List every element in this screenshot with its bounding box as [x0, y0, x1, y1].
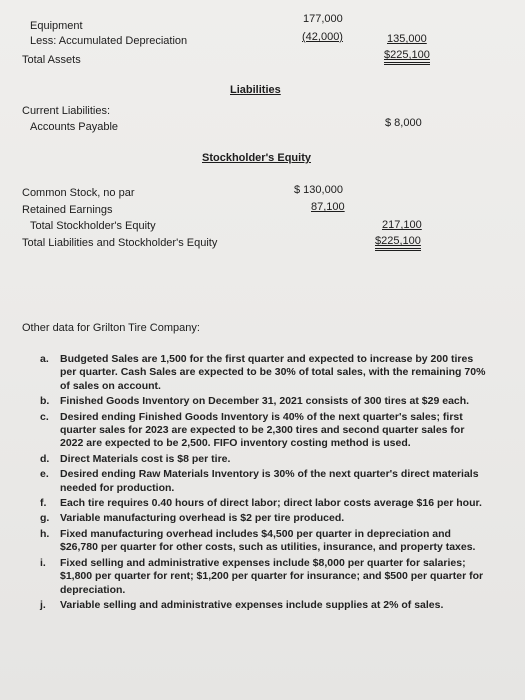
item-text: Direct Materials cost is $8 per tire. [60, 452, 231, 465]
item-letter: i. [40, 556, 46, 569]
item-letter: b. [40, 395, 50, 408]
liabilities-heading: Liabilities [230, 84, 281, 96]
other-data-heading: Other data for Grilton Tire Company: [22, 322, 200, 334]
item-letter: a. [40, 353, 49, 365]
total-assets-value: $225,100 [384, 49, 430, 65]
equipment-label: Equipment [30, 20, 83, 32]
accum-dep-value: (42,000) [302, 31, 343, 43]
list-item [40, 411, 490, 451]
list-item [40, 557, 490, 597]
net-equipment-value: 135,000 [387, 33, 427, 45]
list-item [40, 528, 490, 555]
other-data-list [40, 353, 490, 614]
accum-dep-label: Less: Accumulated Depreciation [30, 35, 188, 47]
list-item [40, 599, 490, 612]
item-text: Fixed manufacturing overhead includes $4,500 per quarter in depreciation and $26,780 per quarter for other costs, such as utilities, insurance, and property taxes. [60, 527, 476, 554]
accounts-payable-value: $ 8,000 [385, 117, 422, 129]
total-equity-value: 217,100 [382, 219, 422, 231]
list-item [40, 512, 490, 525]
total-liabilities-equity-value: $225,100 [375, 235, 421, 251]
list-item [40, 395, 490, 408]
item-letter: g. [40, 512, 50, 525]
item-text: Desired ending Finished Goods Inventory is 40% of the next quarter's sales; first quarter sales for 2023 are expected to be 2,300 tires and second quarter sales for 2022 are expected to be 2,500. FIFO inventory costing method is used. [60, 410, 465, 450]
equity-heading: Stockholder's Equity [202, 152, 311, 164]
list-item [40, 353, 490, 393]
retained-earnings-label: Retained Earnings [22, 204, 113, 216]
item-text: Fixed selling and administrative expenses include $8,000 per quarter for salaries; $1,800 per quarter for rent; $1,200 per quarter for insurance; and $500 per quarter for depreciation. [60, 556, 484, 596]
item-text: Variable manufacturing overhead is $2 per tire produced. [60, 512, 345, 525]
total-liabilities-equity-label: Total Liabilities and Stockholder's Equity [22, 237, 218, 249]
item-letter: d. [40, 452, 50, 465]
item-letter: j. [40, 598, 46, 611]
common-stock-value: $ 130,000 [294, 184, 343, 196]
list-item [40, 453, 490, 466]
item-text: Each tire requires 0.40 hours of direct labor; direct labor costs average $16 per hour. [60, 497, 482, 510]
item-text: Budgeted Sales are 1,500 for the first quarter and expected to increase by 200 tires per quarter. Cash Sales are expected to be 30% of total sales, with the remaining 70% of sales on account. [60, 353, 486, 392]
item-letter: e. [40, 468, 49, 481]
item-letter: c. [40, 410, 49, 423]
current-liabilities-label: Current Liabilities: [22, 105, 111, 117]
equipment-value: 177,000 [303, 13, 343, 25]
item-letter: h. [40, 527, 50, 540]
item-text: Desired ending Raw Materials Inventory is 30% of the next quarter's direct materials needed for production. [60, 468, 479, 494]
item-text: Finished Goods Inventory on December 31, 2021 consists of 300 tires at $29 each. [60, 395, 470, 408]
item-text: Variable selling and administrative expenses include supplies at 2% of sales. [60, 598, 444, 611]
retained-earnings-value: 87,100 [311, 201, 345, 213]
accounts-payable-label: Accounts Payable [30, 121, 119, 133]
list-item [40, 497, 490, 510]
total-equity-label: Total Stockholder's Equity [30, 220, 156, 232]
total-assets-label: Total Assets [22, 54, 81, 66]
list-item [40, 468, 490, 495]
common-stock-label: Common Stock, no par [22, 187, 135, 199]
item-letter: f. [40, 497, 47, 510]
